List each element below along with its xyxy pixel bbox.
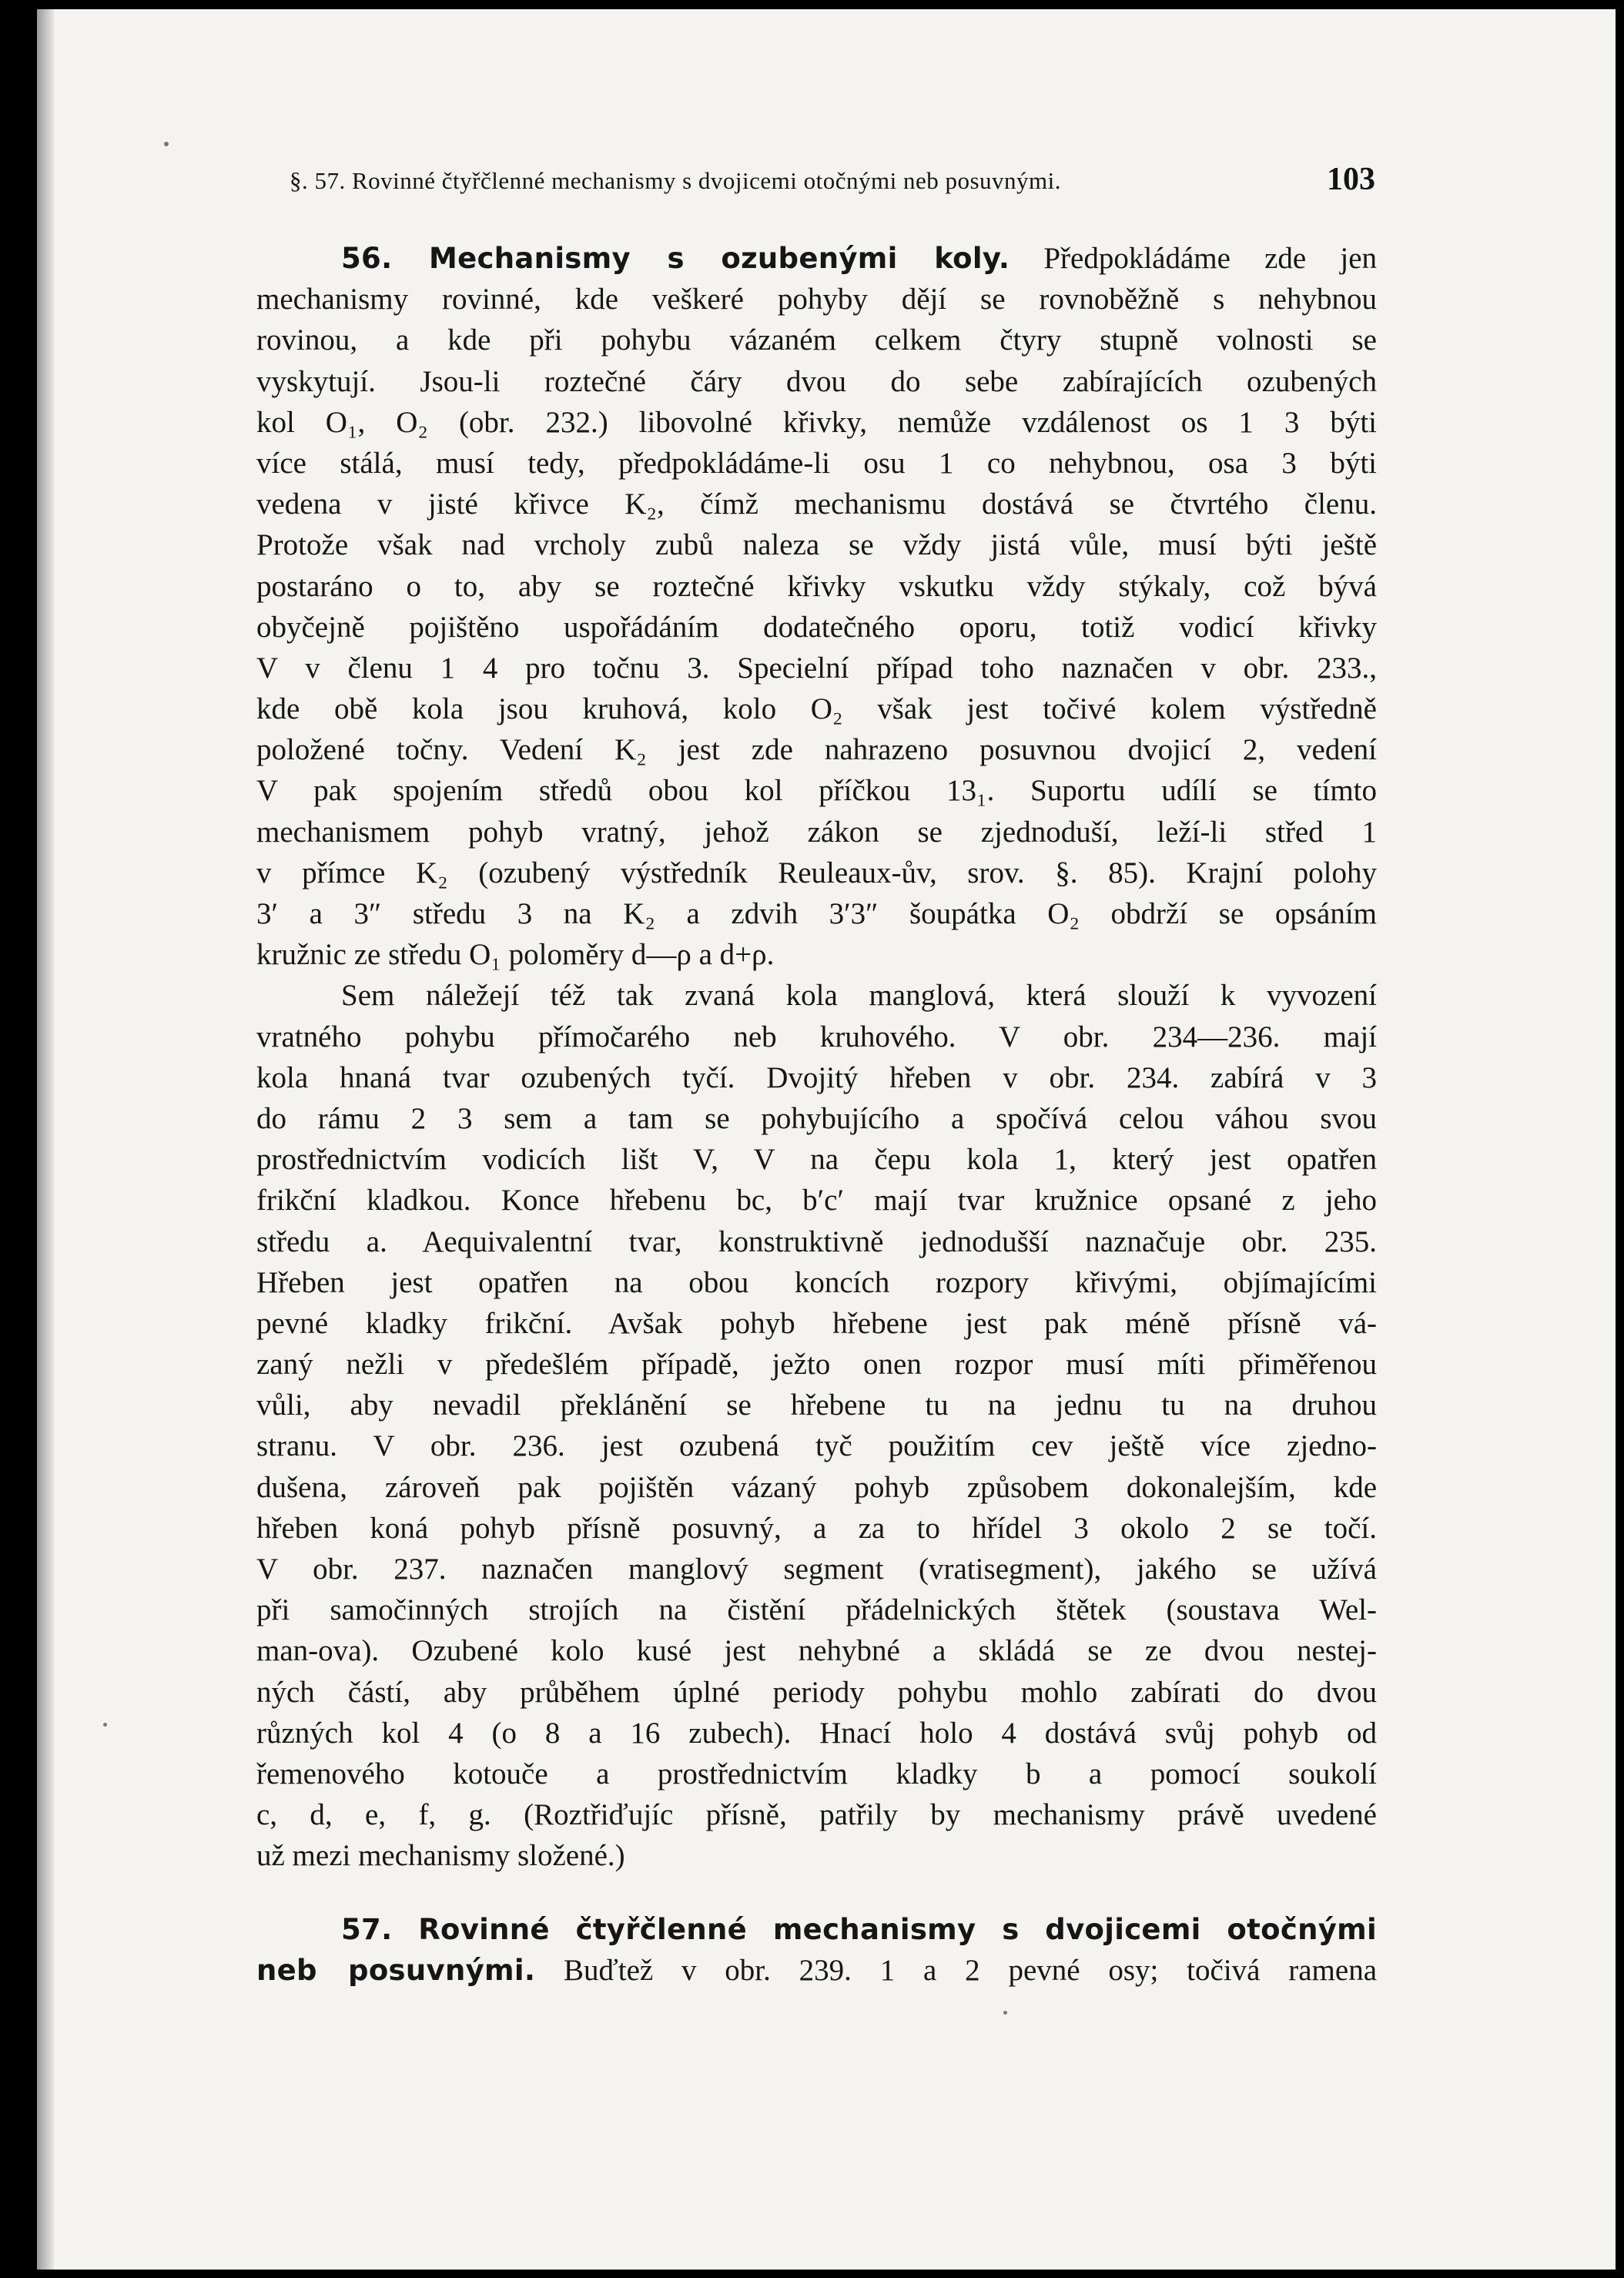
paragraph-line: neb posuvnými. Buďtež v obr. 239. 1 a 2 pevné osy; točivá ramena [256,1954,1377,1988]
paragraph-line: c, d, e, f, g. (Roztřiďujíc přísně, patřily by mechanismy právě uvedené [256,1798,1377,1832]
section-57 [256,1909,1377,1991]
paragraph-line: V obr. 237. naznačen manglový segment (vratisegment), jakého se užívá [256,1553,1377,1586]
paragraph-line: do rámu 2 3 sem a tam se pohybujícího a spočívá celou váhou svou [256,1101,1377,1135]
paragraph-line: vyskytují. Jsou-li roztečné čáry dvou do sebe zabírajících ozubených [256,364,1377,398]
paragraph-line: různých kol 4 (o 8 a 16 zubech). Hnací holo 4 dostává svůj pohyb od [256,1716,1377,1750]
paragraph-line: řemenového kotouče a prostřednictvím kladky b a pomocí soukolí [256,1757,1377,1791]
paragraph-line: prostřednictvím vodicích lišt V, V na čepu kola 1, který jest opatřen [256,1143,1377,1177]
paragraph-line: kde obě kola jsou kruhová, kolo O₂ však jest točivé kolem výstředně [256,692,1377,726]
paragraph-line: mechanismy rovinné, kde veškeré pohyby dějí se rovnoběžně s nehybnou [256,283,1377,317]
paragraph-line: kola hnaná tvar ozubených tyčí. Dvojitý hřeben v obr. 234. zabírá v 3 [256,1060,1377,1094]
scanned-page [37,9,1616,2270]
paragraph-line: už mezi mechanismy složené.) [256,1839,625,1873]
paragraph-line: kol O₁, O₂ (obr. 232.) libovolné křivky, nemůže vzdálenost os 1 3 býti [256,405,1377,439]
section-heading-continued: neb posuvnými. [256,1954,536,1988]
paragraph-line: dušena, zároveň pak pojištěn vázaný pohyb způsobem dokonalejším, kde [256,1470,1377,1504]
paragraph-line: man-ova). Ozubené kolo kusé jest nehybné a skládá se ze dvou nestej- [256,1634,1377,1668]
paragraph-line: ných částí, aby průběhem úplné periody pohybu mohlo zabírati do dvou [256,1675,1377,1709]
scan-speck [103,1723,107,1727]
paragraph-line: kružnic ze středu O₁ poloměry d—ρ a d+ρ. [256,938,775,972]
paragraph-line: Hřeben jest opatřen na obou koncích rozpory křivými, objímajícími [256,1265,1377,1299]
section-heading: 56. Mechanismy s ozubenými koly. [341,242,1010,275]
section-heading: 57. Rovinné čtyřčlenné mechanismy s dvojicemi otočnými [341,1913,1377,1946]
paragraph-line: v přímce K₂ (ozubený výstředník Reuleaux-ův, srov. §. 85). Krajní polohy [256,856,1377,889]
paragraph-line: zaný nežli v předešlém případě, ježto onen rozpor musí míti přiměřenou [256,1348,1377,1382]
paragraph-line: obyčejně pojištěno uspořádáním dodatečného oporu, totiž vodicí křivky [256,610,1377,644]
paragraph-line: vratného pohybu přímočarého neb kruhového. V obr. 234—236. mají [256,1020,1377,1054]
paragraph-line: frikční kladkou. Konce hřebenu bc, b′c′ mají tvar kružnice opsané z jeho [256,1184,1377,1218]
scan-speck [164,142,169,146]
paragraph-line: více stálá, musí tedy, předpokládáme-li osu 1 co nehybnou, osa 3 býti [256,446,1377,480]
paragraph-line: pevné kladky frikční. Avšak pohyb hřebene jest pak méně přísně vá- [256,1306,1377,1340]
paragraph-line: vůli, aby nevadil překlánění se hřebene tu na jednu tu na druhou [256,1389,1377,1422]
paragraph-line: stranu. V obr. 236. jest ozubená tyč použitím cev ještě více zjedno- [256,1429,1377,1463]
paragraph-line: 56. Mechanismy s ozubenými koly. Předpokládáme zde jen [341,242,1377,275]
paragraph-line: V pak spojením středů obou kol příčkou 13₁. Suportu udílí se tímto [256,774,1377,808]
paragraph-line: rovinou, a kde při pohybu vázaném celkem čtyry stupně volnosti se [256,323,1377,357]
paragraph-line: hřeben koná pohyb přísně posuvný, a za to hřídel 3 okolo 2 se točí. [256,1511,1377,1545]
scan-speck [1003,2011,1007,2015]
section-heading-line [256,1909,1377,1950]
paragraph-line: vedena v jisté křivce K₂, čímž mechanismu dostává se čtvrtého členu. [256,487,1377,521]
paragraph-line: V v členu 1 4 pro točnu 3. Specielní případ toho naznačen v obr. 233., [256,651,1377,685]
paragraph-line: středu a. Aequivalentní tvar, konstruktivně jednodušší naznačuje obr. 235. [256,1224,1377,1258]
section-56 [256,238,1377,1877]
paragraph-line: položené točny. Vedení K₂ jest zde nahrazeno posuvnou dvojicí 2, vedení [256,733,1377,767]
running-header [290,161,1375,207]
paragraph-line: mechanismem pohyb vratný, jehož zákon se zjednoduší, leží-li střed 1 [256,815,1377,849]
paragraph-line: Protože však nad vrcholy zubů naleza se vždy jistá vůle, musí býti ještě [256,528,1377,562]
paragraph-line: při samočinných strojích na čistění přádelnických štětek (soustava Wel- [256,1593,1377,1627]
page-number: 103 [1327,162,1375,197]
paragraph-line: postaráno o to, aby se roztečné křivky vskutku vždy stýkaly, což bývá [256,569,1377,603]
page-edge-shadow [37,9,54,2270]
header-title: §. 57. Rovinné čtyřčlenné mechanismy s dvojicemi otočnými neb posuvnými. [290,167,1061,194]
paragraph-line: Sem náležejí též tak zvaná kola manglová, která slouží k vyvození [341,979,1377,1013]
paragraph-line: 3′ a 3″ středu 3 na K₂ a zdvih 3′3″ šoupátka O₂ obdrží se opsáním [256,897,1377,930]
